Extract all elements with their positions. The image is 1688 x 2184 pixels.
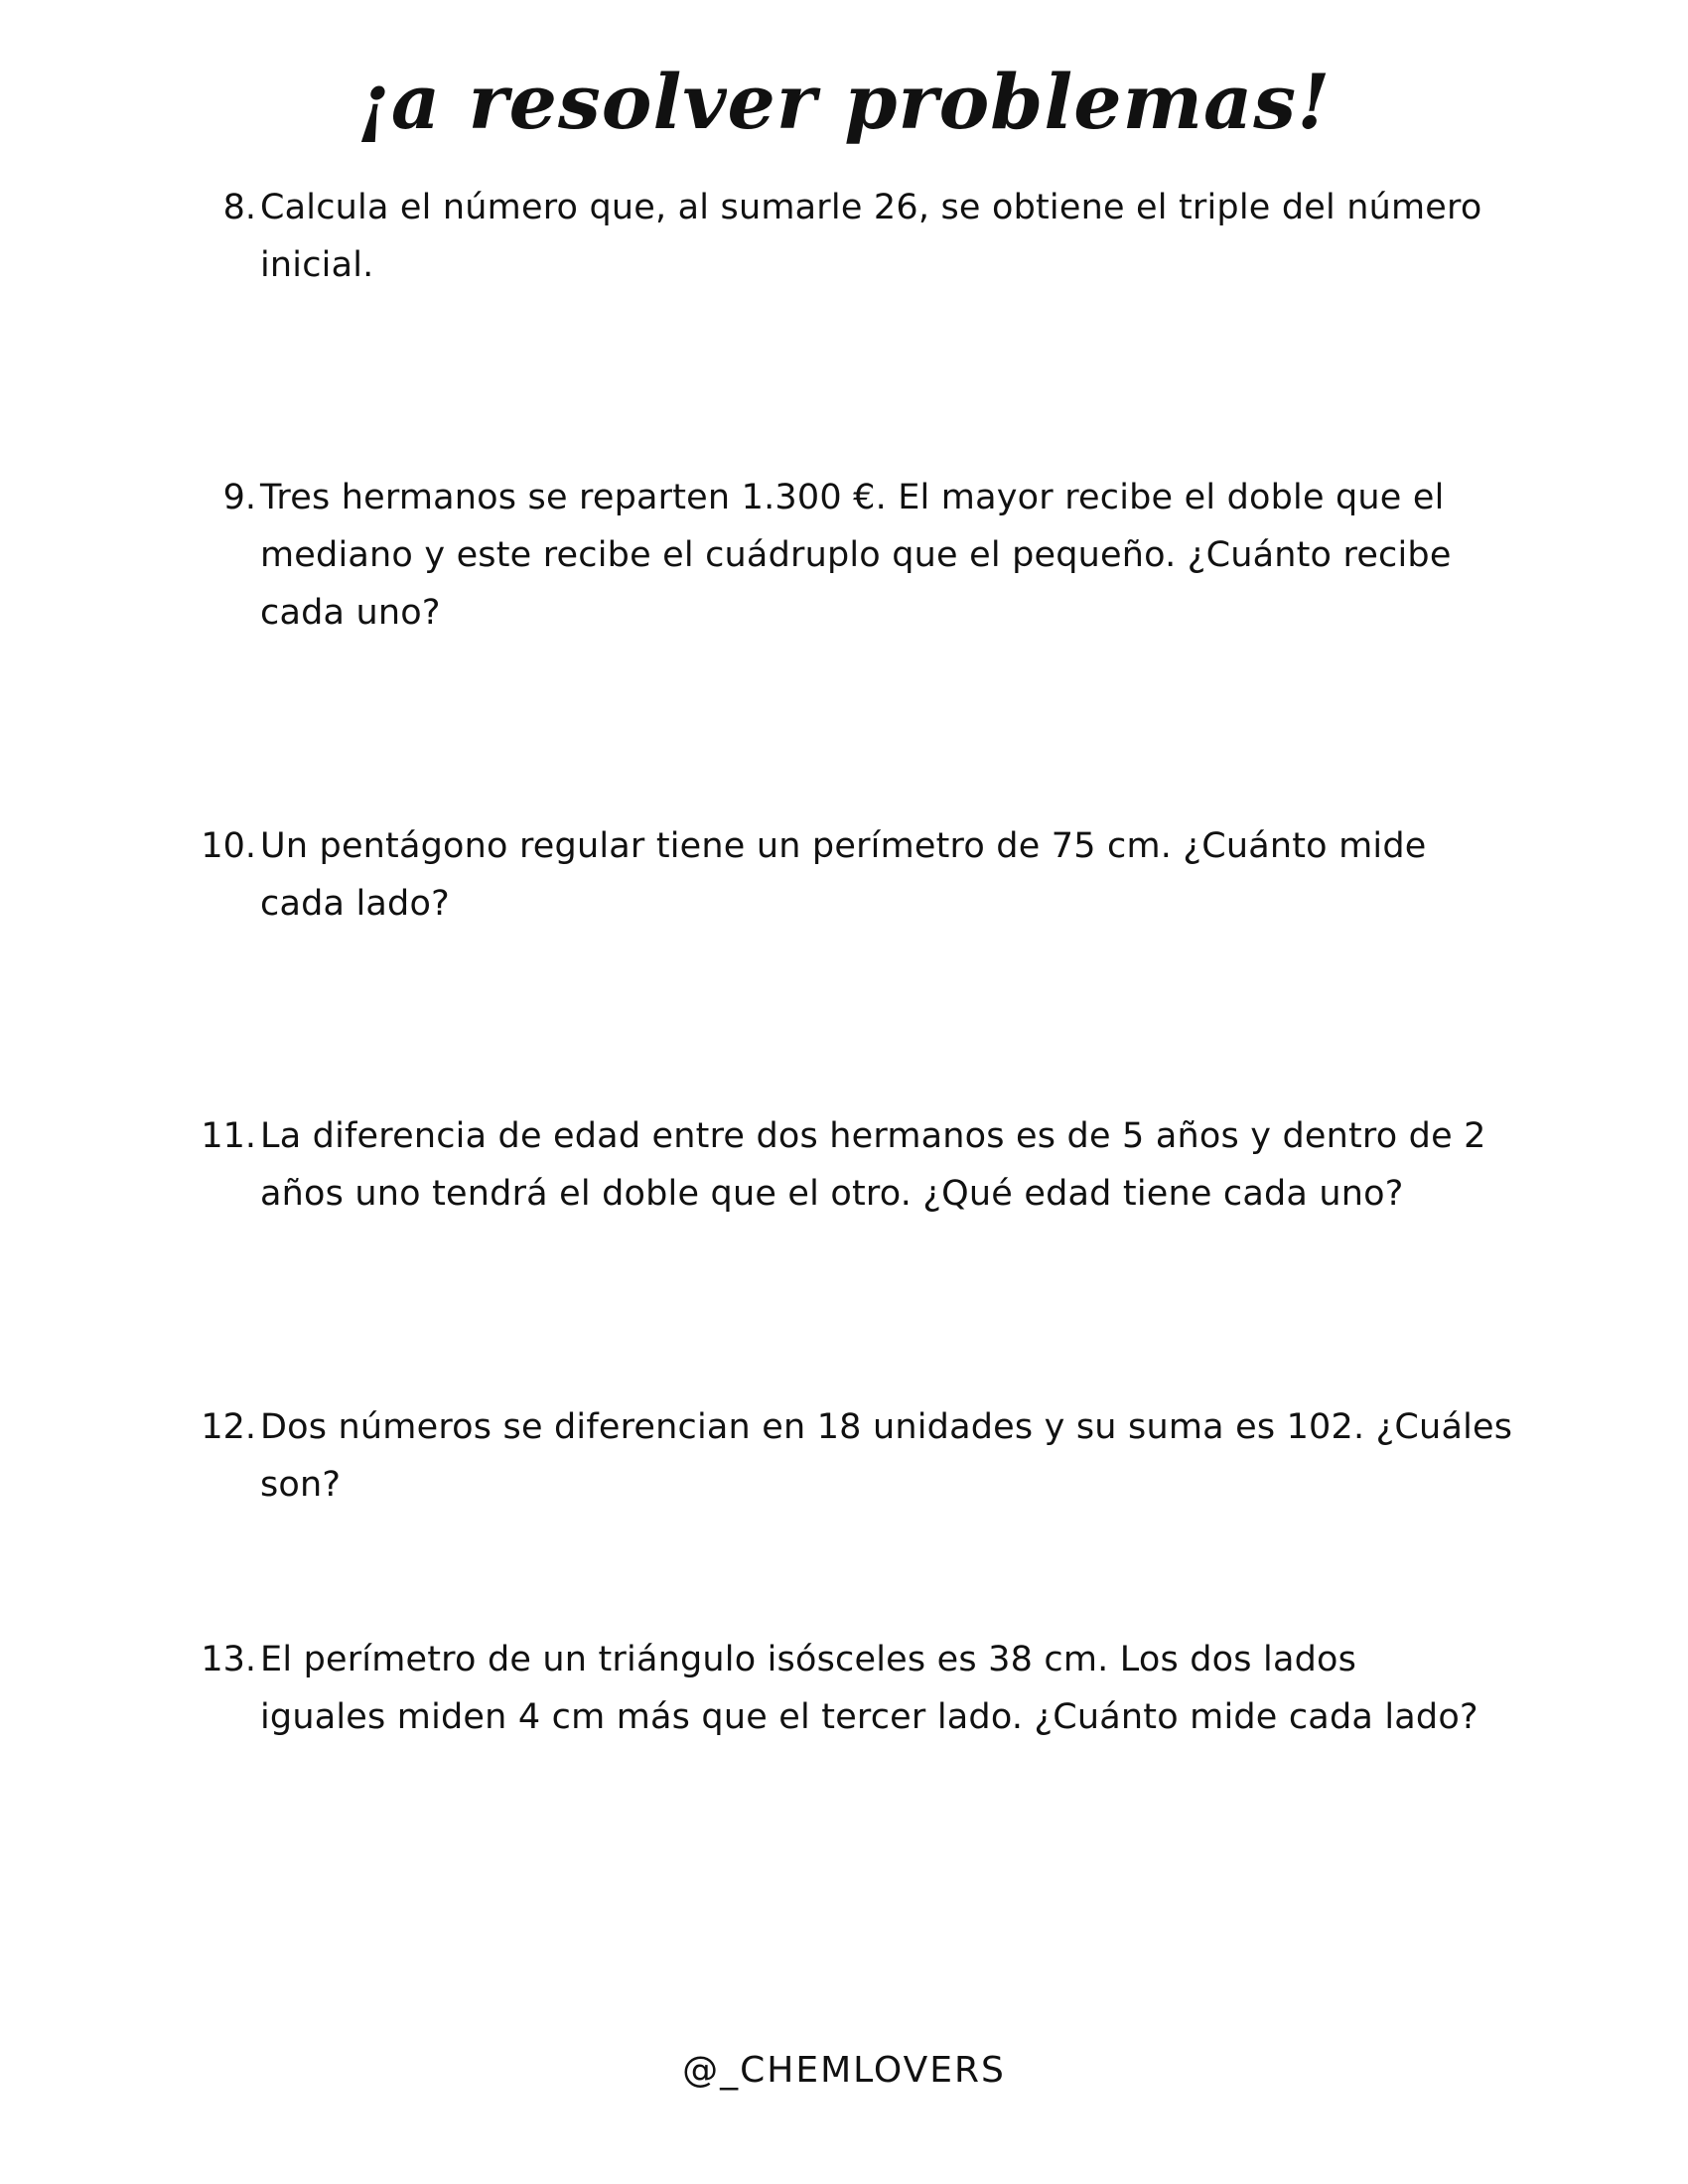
problem-number: 12. [201, 1407, 256, 1447]
problem-number: 11. [201, 1116, 256, 1156]
problem-text: Tres hermanos se reparten 1.300 €. El mayor recibe el doble que el mediano y este recibe el cuádruplo que el pequeño. ¿Cuánto recibe cada uno? [260, 478, 1452, 633]
footer-handle: @_CHEMLOVERS [682, 2050, 1006, 2091]
problem-number: 13. [201, 1640, 256, 1679]
problem-number: 10. [201, 826, 256, 866]
problem-number: 8. [222, 188, 256, 227]
problem-text: Un pentágono regular tiene un perímetro de 75 cm. ¿Cuánto mide cada lado? [260, 826, 1427, 924]
problem-text: Calcula el número que, al sumarle 26, se obtiene el triple del número inicial. [260, 188, 1482, 285]
problem-number: 9. [222, 478, 256, 517]
problem-text: El perímetro de un triángulo isósceles es 38 cm. Los dos lados iguales miden 4 cm más que el tercer lado. ¿Cuánto mide cada lado? [260, 1640, 1478, 1737]
worksheet-title: ¡a resolver problemas! [356, 58, 1332, 146]
problem-text: La diferencia de edad entre dos hermanos es de 5 años y dentro de 2 años uno tendrá el doble que el otro. ¿Qué edad tiene cada uno? [260, 1116, 1486, 1214]
problem-text: Dos números se diferencian en 18 unidades y su suma es 102. ¿Cuáles son? [260, 1407, 1513, 1505]
